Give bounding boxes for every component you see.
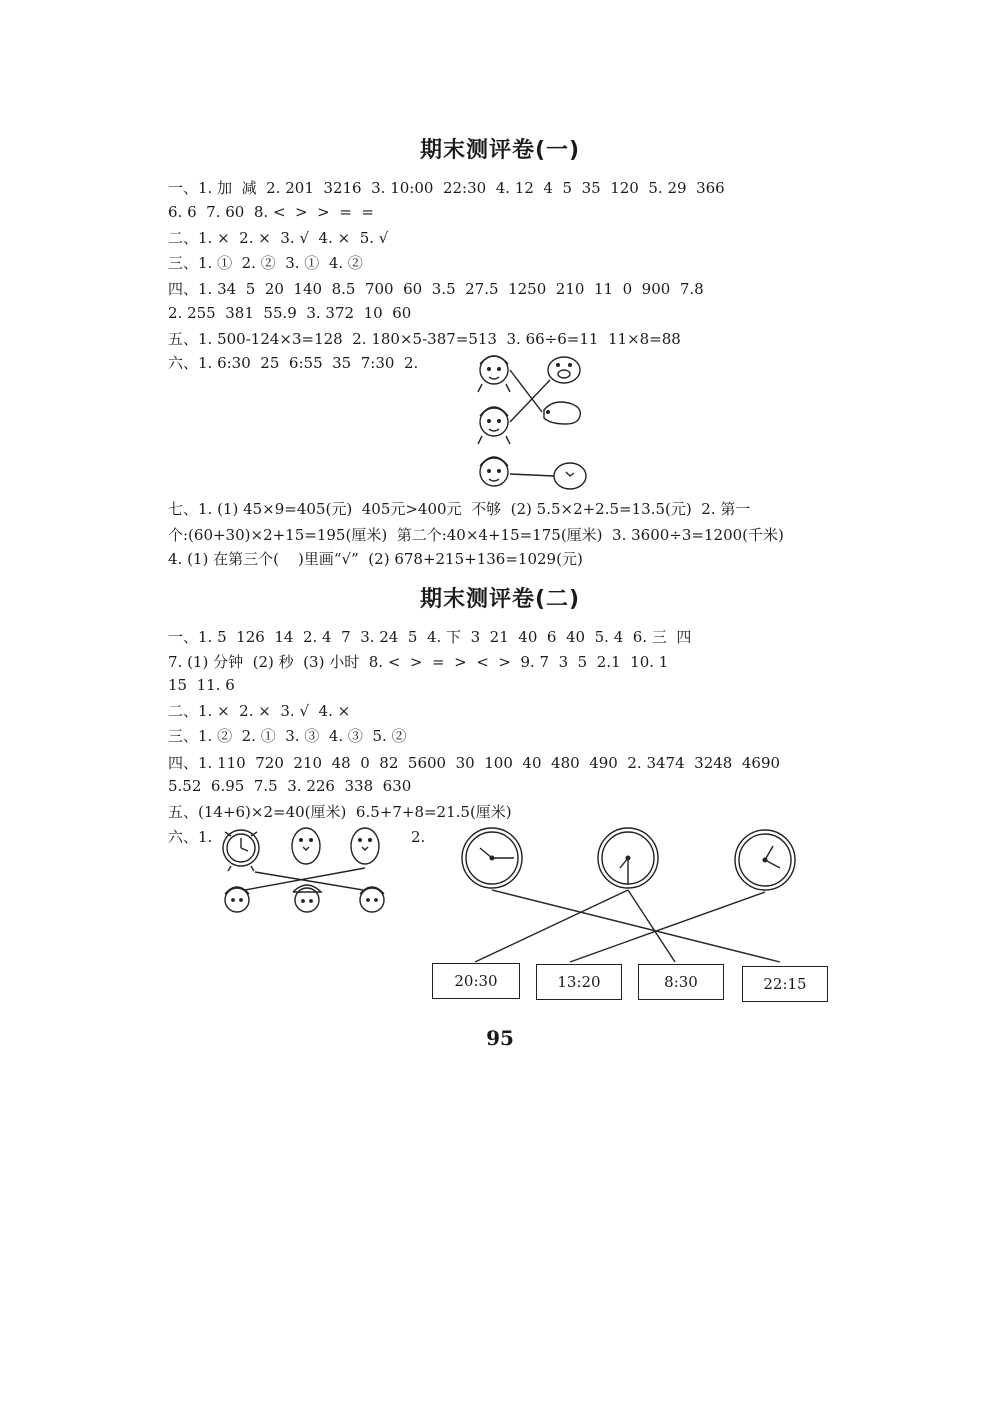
match-line	[510, 474, 554, 476]
alarm-clock-icon	[223, 830, 259, 871]
clock-face-icon	[462, 828, 522, 888]
page-number: 95	[486, 1026, 514, 1050]
exam1-line-11: 4. (1) 在第三个( )里画“√” (2) 678+215+136=1029(元)	[168, 550, 583, 568]
exam2-line-5: 三、1. ② 2. ① 3. ③ 4. ③ 5. ②	[168, 727, 407, 745]
exam2-line-6: 四、1. 110 720 210 48 0 82 5600 30 100 40 480 490 2. 3474 3248 4690	[168, 754, 781, 772]
exam1-line-6: 2. 255 381 55.9 3. 372 10 60	[168, 304, 412, 322]
pig-face-icon	[548, 357, 580, 383]
exam1-matching-figure	[468, 348, 598, 498]
match-line	[255, 872, 363, 890]
clock-face-icon	[735, 830, 795, 890]
time-box-4: 22:15	[742, 966, 828, 1002]
exam2-q6-1-figure	[215, 820, 395, 925]
exam1-line-4: 三、1. ① 2. ② 3. ① 4. ②	[168, 254, 363, 272]
time-box-1: 20:30	[432, 963, 520, 999]
exam2-line-4: 二、1. × 2. × 3. √ 4. ×	[168, 702, 351, 720]
exam1-line-1: 一、1. 加 减 2. 201 3216 3. 10:00 22:30 4. 12 4 5 35 120 5. 29 366	[168, 179, 725, 197]
exam2-line-7: 5.52 6.95 7.5 3. 226 338 630	[168, 777, 412, 795]
exam1-title: 期末测评卷(一)	[419, 138, 581, 163]
child-face-icon	[293, 885, 321, 912]
exam2-line-3: 15 11. 6	[168, 676, 235, 694]
exam2-q6-2-label: 2.	[411, 828, 426, 846]
exam2-clock-matching-figure	[430, 820, 870, 980]
child-face-icon	[480, 457, 508, 486]
exam1-line-9: 七、1. (1) 45×9=405(元) 405元>400元 不够 (2) 5.5×2+2.5=13.5(元) 2. 第一	[168, 500, 751, 518]
match-line	[475, 890, 628, 962]
exam1-line-7: 五、1. 500-124×3=128 2. 180×5-387=513 3. 66÷6=11 11×8=88	[168, 330, 681, 348]
chick-icon	[292, 828, 320, 864]
exam1-line-8: 六、1. 6:30 25 6:55 35 7:30 2.	[168, 354, 419, 372]
match-line	[492, 890, 780, 962]
exam2-line-2: 7. (1) 分钟 (2) 秒 (3) 小时 8. < > = > < > 9. 7 3 5 2.1 10. 1	[168, 653, 669, 671]
exam1-line-10: 个:(60+30)×2+15=195(厘米) 第二个:40×4+15=175(厘米) 3. 3600÷3=1200(千米)	[168, 526, 784, 544]
pig-icon	[544, 402, 580, 424]
child-face-icon	[225, 887, 249, 912]
exam2-line-9: 六、1.	[168, 828, 213, 846]
chick-icon	[351, 828, 379, 864]
time-box-3: 8:30	[638, 964, 724, 1000]
piglet-icon	[554, 463, 586, 489]
child-face-icon	[478, 356, 510, 392]
time-box-2: 13:20	[536, 964, 622, 1000]
exam1-line-2: 6. 6 7. 60 8. < > > = =	[168, 203, 374, 221]
exam2-line-1: 一、1. 5 126 14 2. 4 7 3. 24 5 4. 下 3 21 40 6 40 5. 4 6. 三 四	[168, 628, 692, 646]
exam2-line-8: 五、(14+6)×2=40(厘米) 6.5+7+8=21.5(厘米)	[168, 803, 512, 821]
exam1-line-3: 二、1. × 2. × 3. √ 4. × 5. √	[168, 229, 389, 247]
clock-face-icon	[598, 828, 658, 888]
exam2-title: 期末测评卷(二)	[419, 587, 581, 612]
child-face-icon	[360, 887, 384, 912]
child-face-icon	[478, 407, 510, 444]
exam1-line-5: 四、1. 34 5 20 140 8.5 700 60 3.5 27.5 1250 210 11 0 900 7.8	[168, 280, 704, 298]
